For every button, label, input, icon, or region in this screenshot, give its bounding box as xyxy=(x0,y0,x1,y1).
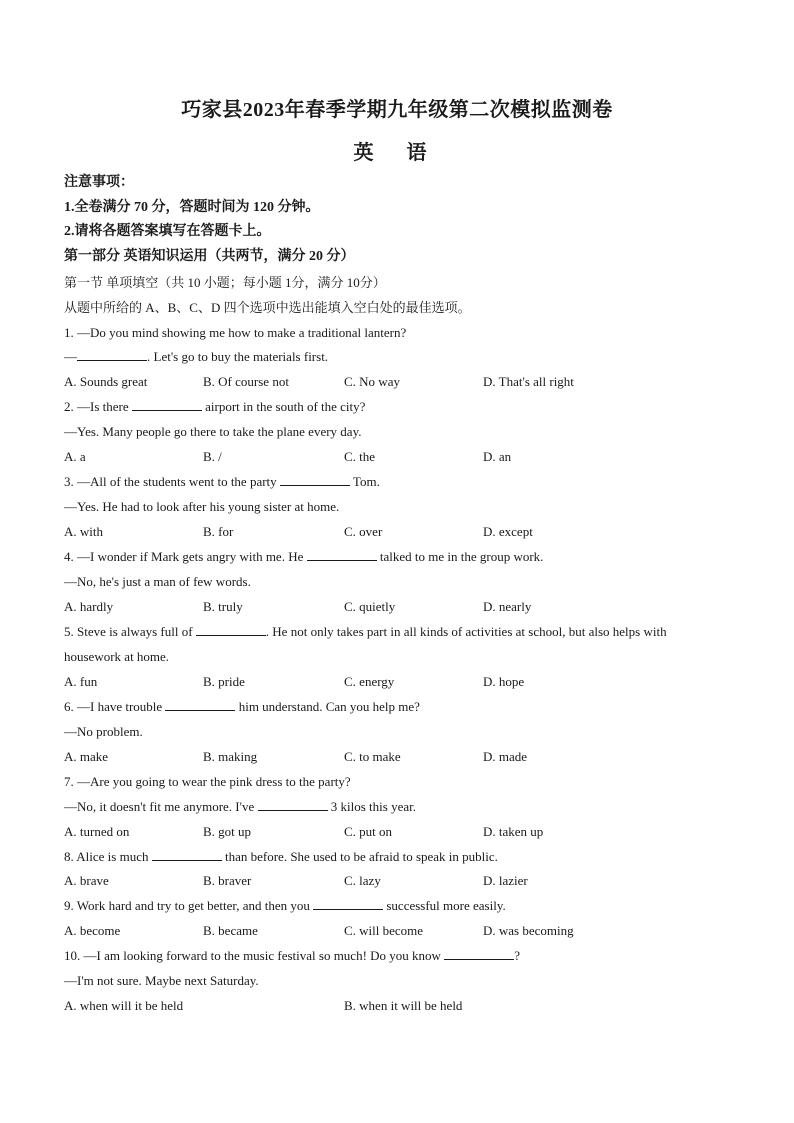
question-9-option-c: C. will become xyxy=(344,923,424,938)
answer-blank xyxy=(307,548,377,561)
answer-blank xyxy=(280,473,350,486)
question-1-option-b: B. Of course not xyxy=(203,374,289,389)
question-8-stem-start: 8. Alice is much xyxy=(64,849,152,864)
notes-heading: 注意事项： xyxy=(64,175,134,190)
question-5-stem-cont: housework at home. xyxy=(64,649,170,664)
question-3-stem-end: Tom. xyxy=(349,474,380,489)
question-3-stem-start: 3. —All of the students went to the party xyxy=(64,474,280,489)
question-5-option-d: D. hope xyxy=(483,674,525,689)
part1-heading: 第一部分 英语知识运用（共两节，满分 20 分） xyxy=(64,249,355,264)
question-6-stem-end: him understand. Can you help me? xyxy=(235,699,420,714)
question-6-option-c: C. to make xyxy=(344,749,401,764)
question-10-option-b: B. when it will be held xyxy=(344,998,463,1013)
question-2-option-c: C. the xyxy=(344,449,376,464)
question-7-option-b: B. got up xyxy=(203,824,252,839)
section1-heading: 第一节 单项填空（共 10 小题；每小题 1分，满分 10分） xyxy=(64,275,386,290)
section1-instruction: 从题中所给的 A、B、C、D 四个选项中选出能填入空白处的最佳选项。 xyxy=(64,300,471,315)
question-9-option-b: B. became xyxy=(203,923,258,938)
question-10-stem-start: 10. —I am looking forward to the music festival so much! Do you know xyxy=(64,948,445,963)
question-7-reply-start: —No, it doesn't fit me anymore. I've xyxy=(64,799,258,814)
question-7-stem: 7. —Are you going to wear the pink dress to the party? xyxy=(64,774,351,789)
question-10-stem-end: ? xyxy=(514,948,520,963)
question-9-stem-end: successful more easily. xyxy=(383,898,506,913)
question-5-stem xyxy=(64,623,667,641)
question-3-option-d: D. except xyxy=(483,524,533,539)
question-10-stem xyxy=(64,947,520,965)
question-5-stem-start: 5. Steve is always full of xyxy=(64,624,196,639)
question-1-reply-end: . Let's go to buy the materials first. xyxy=(147,349,329,364)
question-6-stem-start: 6. —I have trouble xyxy=(64,699,166,714)
question-7-option-d: D. taken up xyxy=(483,824,544,839)
answer-blank xyxy=(77,348,147,361)
question-1-option-d: D. That's all right xyxy=(483,374,574,389)
question-4-option-d: D. nearly xyxy=(483,599,532,614)
question-7-reply-end: 3 kilos this year. xyxy=(327,799,416,814)
question-6-stem xyxy=(64,698,420,716)
question-4-stem xyxy=(64,548,543,566)
question-5-stem-end: . He not only takes part in all kinds of activities at school, but also helps with xyxy=(265,624,667,639)
question-9-option-a: A. become xyxy=(64,923,121,938)
question-2-stem-start: 2. —Is there xyxy=(64,399,132,414)
question-5-option-a: A. fun xyxy=(64,674,98,689)
question-6-option-a: A. make xyxy=(64,749,109,764)
question-2-reply: —Yes. Many people go there to take the plane every day. xyxy=(64,424,362,439)
question-3-option-a: A. with xyxy=(64,524,103,539)
exam-title: 巧家县2023年春季学期九年级第二次模拟监测卷 xyxy=(181,99,613,121)
answer-blank xyxy=(313,897,383,910)
question-8-option-a: A. brave xyxy=(64,873,109,888)
question-8-stem xyxy=(64,848,498,866)
question-9-option-d: D. was becoming xyxy=(483,923,574,938)
question-6-reply: —No problem. xyxy=(64,724,143,739)
question-1-reply-start: — xyxy=(64,349,77,364)
question-4-option-b: B. truly xyxy=(203,599,243,614)
answer-blank xyxy=(444,947,514,960)
question-2-stem xyxy=(64,398,365,416)
question-2-option-b: B. / xyxy=(203,449,222,464)
question-1-stem: 1. —Do you mind showing me how to make a traditional lantern? xyxy=(64,325,407,340)
question-6-option-b: B. making xyxy=(203,749,258,764)
question-3-option-b: B. for xyxy=(203,524,234,539)
question-2-stem-end: airport in the south of the city? xyxy=(201,399,366,414)
answer-blank xyxy=(258,798,328,811)
notes-item-1: 1.全卷满分 70 分，答题时间为 120 分钟。 xyxy=(64,200,320,215)
question-1-option-c: C. No way xyxy=(344,374,400,389)
question-10-reply: —I'm not sure. Maybe next Saturday. xyxy=(64,973,259,988)
question-7-option-a: A. turned on xyxy=(64,824,130,839)
question-4-stem-start: 4. —I wonder if Mark gets angry with me. He xyxy=(64,549,307,564)
question-4-option-a: A. hardly xyxy=(64,599,114,614)
question-3-reply: —Yes. He had to look after his young sister at home. xyxy=(64,499,340,514)
question-8-option-d: D. lazier xyxy=(483,873,528,888)
question-7-reply xyxy=(64,798,416,816)
question-2-option-a: A. a xyxy=(64,449,86,464)
question-3-option-c: C. over xyxy=(344,524,383,539)
question-8-stem-end: than before. She used to be afraid to speak in public. xyxy=(221,849,498,864)
question-8-option-c: C. lazy xyxy=(344,873,381,888)
exam-subject: 英 语 xyxy=(353,142,441,164)
question-3-stem xyxy=(64,473,380,491)
answer-blank xyxy=(132,398,202,411)
answer-blank xyxy=(152,848,222,861)
question-4-option-c: C. quietly xyxy=(344,599,396,614)
question-5-option-b: B. pride xyxy=(203,674,245,689)
question-1-option-a: A. Sounds great xyxy=(64,374,148,389)
question-9-stem-start: 9. Work hard and try to get better, and then you xyxy=(64,898,314,913)
question-4-reply: —No, he's just a man of few words. xyxy=(64,574,251,589)
question-2-option-d: D. an xyxy=(483,449,512,464)
question-1-reply xyxy=(64,348,328,366)
question-7-option-c: C. put on xyxy=(344,824,393,839)
question-5-option-c: C. energy xyxy=(344,674,395,689)
question-9-stem xyxy=(64,897,506,915)
question-8-option-b: B. braver xyxy=(203,873,252,888)
question-6-option-d: D. made xyxy=(483,749,528,764)
answer-blank xyxy=(196,623,266,636)
answer-blank xyxy=(165,698,235,711)
question-10-option-a: A. when will it be held xyxy=(64,998,184,1013)
question-4-stem-end: talked to me in the group work. xyxy=(376,549,544,564)
notes-item-2: 2.请将各题答案填写在答题卡上。 xyxy=(64,224,271,239)
